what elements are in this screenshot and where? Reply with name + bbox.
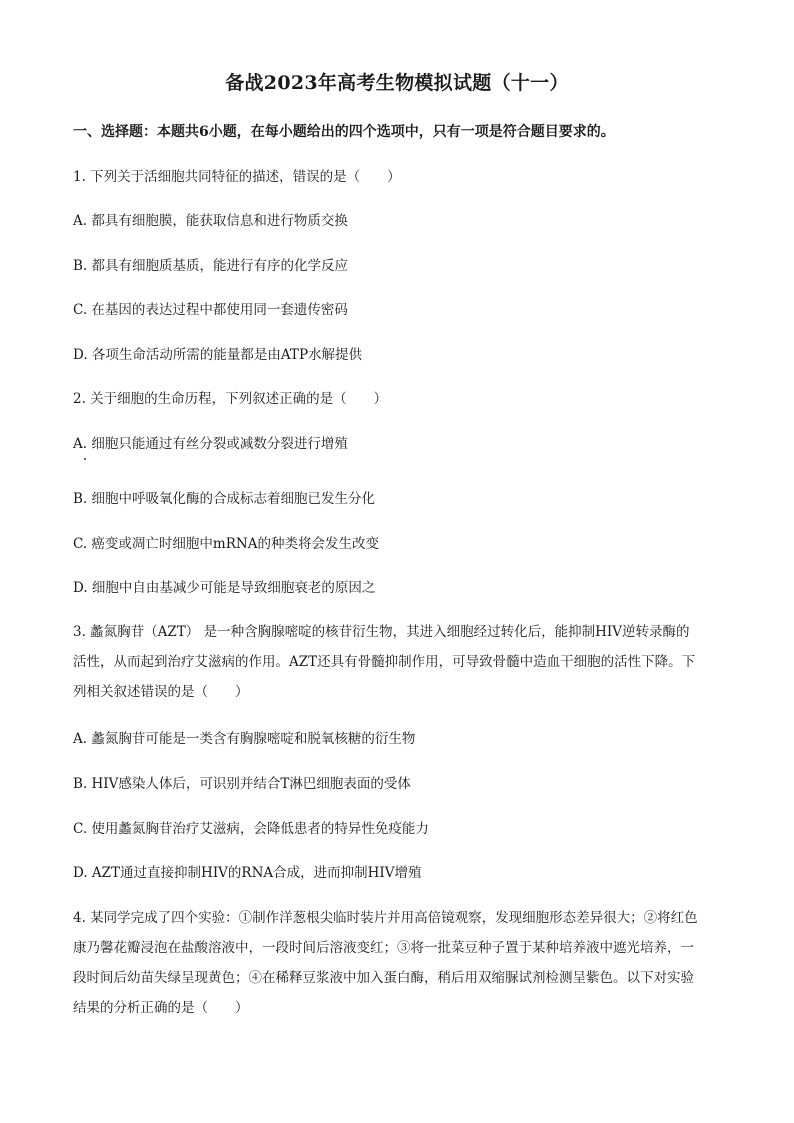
section-heading: 一、选择题：本题共6小题，在每小题给出的四个选项中，只有一项是符合题目要求的。 [73,124,615,140]
question-2-option-a: A. 细胞只能通过有丝分裂或减数分裂进行增殖 [73,436,348,452]
question-3-stem-line-3: 列相关叙述错误的是（ ） [73,684,249,700]
question-3-stem [73,617,723,707]
stray-mark [84,458,86,460]
question-3-stem-line-1: 3. 蠡氮胸苷（AZT） 是一种含胸腺嘧啶的核苷衍生物，其进入细胞经过转化后，能抑制HIV逆转录酶的 [73,624,690,640]
question-3-option-d: D. AZT通过直接抑制HIV的RNA合成，进而抑制HIV增殖 [73,865,422,881]
question-1-stem: 1. 下列关于活细胞共同特征的描述，错误的是（ ） [73,169,401,185]
question-2-option-d: D. 细胞中自由基减少可能是导致细胞衰老的原因之 [73,580,376,596]
question-1-option-a: A. 都具有细胞膜，能获取信息和进行物质交换 [73,213,348,229]
page-title: 备战2023年高考生物模拟试题（十一） [225,72,569,94]
question-2-option-b: B. 细胞中呼吸氧化酶的合成标志着细胞已发生分化 [73,491,376,507]
question-1-option-c: C. 在基因的表达过程中都使用同一套遗传密码 [73,302,348,318]
question-2-stem: 2. 关于细胞的生命历程，下列叙述正确的是（ ） [73,391,388,407]
question-3-option-c: C. 使用蠡氮胸苷治疗艾滋病，会降低患者的特异性免疫能力 [73,821,429,837]
question-4-stem-line-2: 康乃馨花瓣浸泡在盐酸溶液中，一段时间后溶液变红；③将一批菜豆种子置于某种培养液中遮光培养，一 [73,940,694,956]
question-3-option-a: A. 蠡氮胸苷可能是一类含有胸腺嘧啶和脱氧核糖的衍生物 [73,731,416,747]
question-3-option-b: B. HIV感染人体后，可识别并结合T淋巴细胞表面的受体 [73,776,411,792]
question-2-option-c: C. 癌变或凋亡时细胞中mRNA的种类将会发生改变 [73,536,379,552]
question-4-stem [73,903,723,1023]
question-1-option-d: D. 各项生命活动所需的能量都是由ATP水解提供 [73,347,363,363]
question-4-stem-line-4: 结果的分析正确的是（ ） [73,1000,249,1016]
question-3-stem-line-2: 活性，从而起到治疗艾滋病的作用。AZT还具有骨髓抑制作用，可导致骨髓中造血干细胞的活性下降。下 [73,654,696,670]
question-4-stem-line-3: 段时间后幼苗失绿呈现黄色；④在稀释豆浆液中加入蛋白酶，稍后用双缩脲试剂检测呈紫色。以下对实验 [73,970,694,986]
question-1-option-b: B. 都具有细胞质基质，能进行有序的化学反应 [73,258,349,274]
question-4-stem-line-1: 4. 某同学完成了四个实验：①制作洋葱根尖临时装片并用高倍镜观察，发现细胞形态差异很大；②将红色 [73,910,698,926]
